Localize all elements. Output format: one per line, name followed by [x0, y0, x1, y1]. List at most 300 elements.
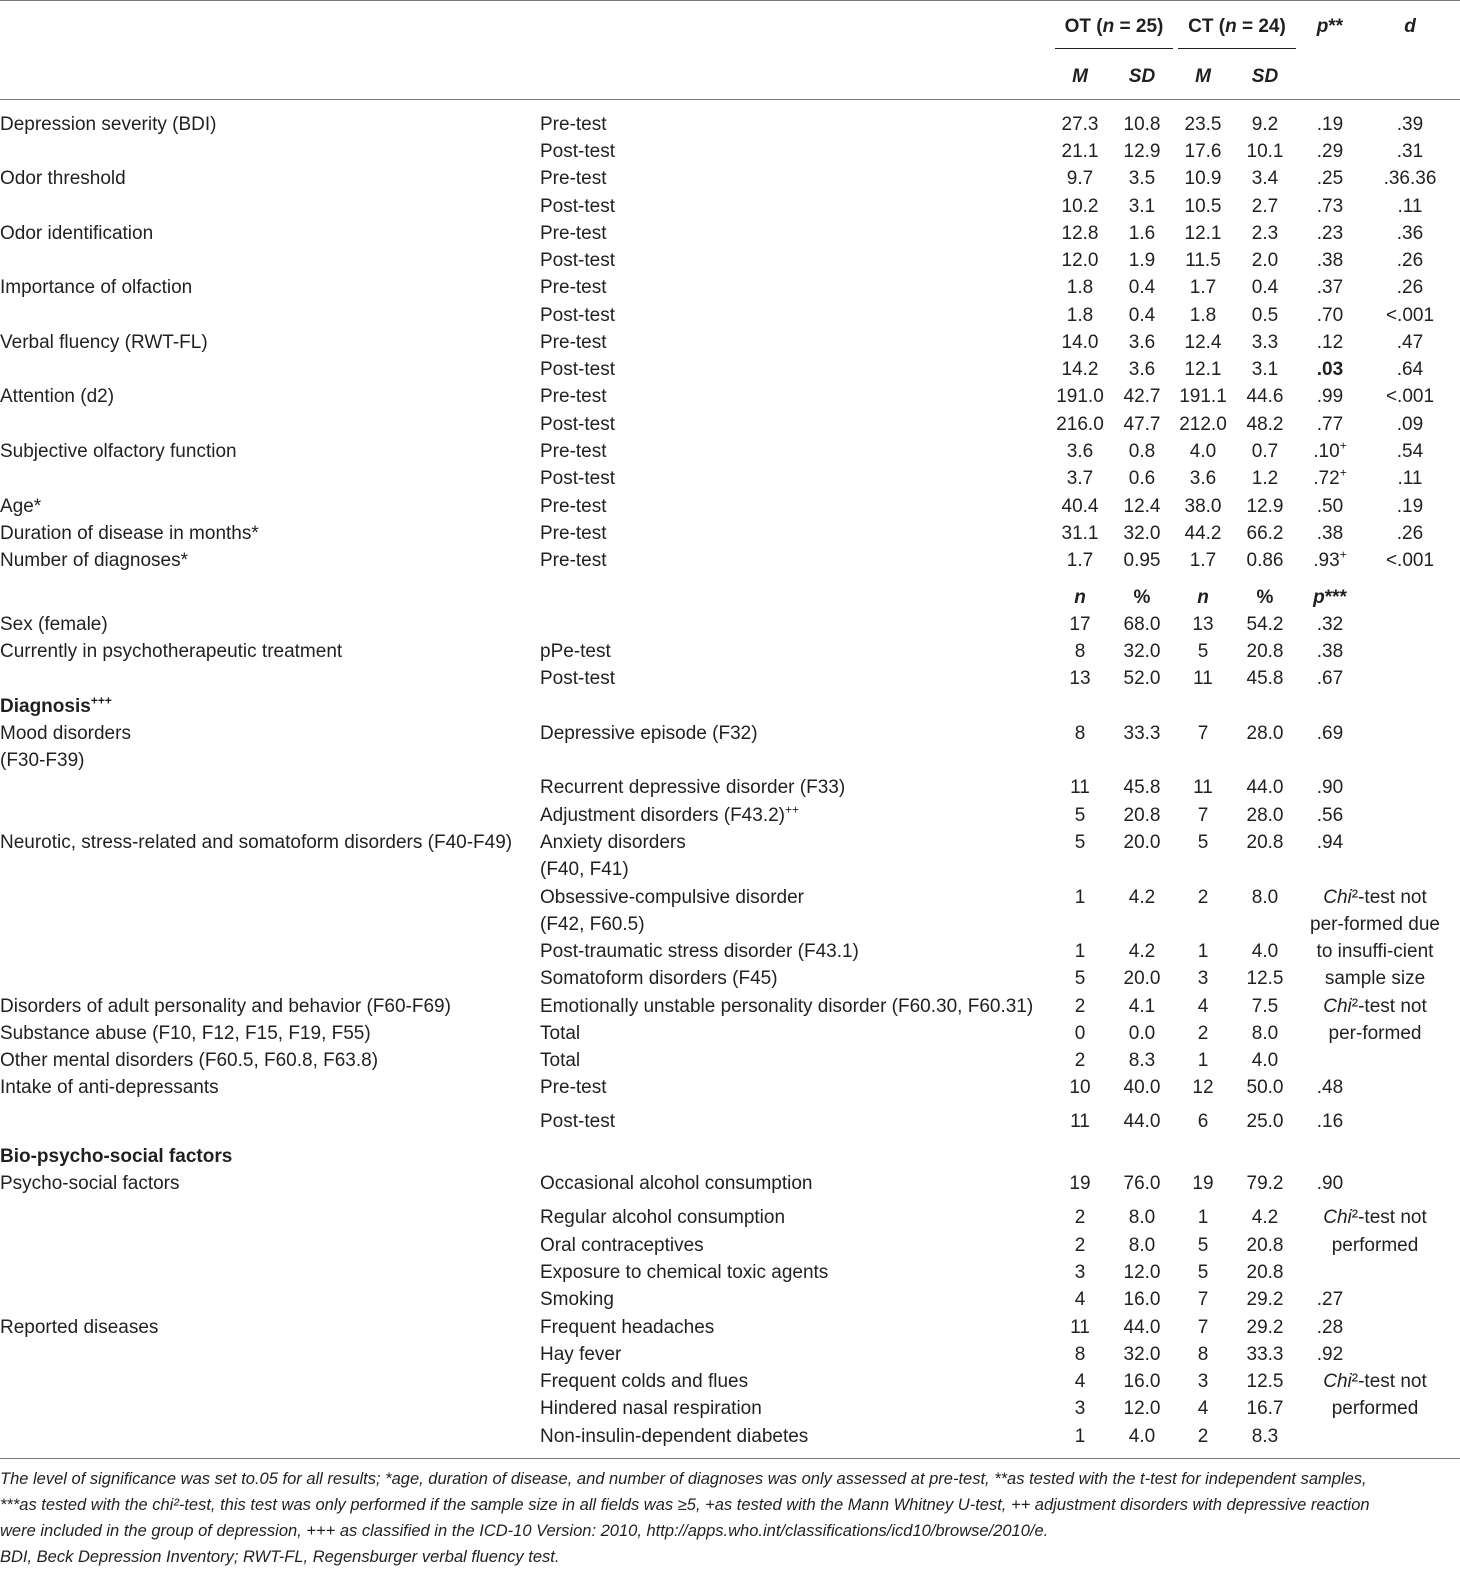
row-variable: Sex (female) [0, 614, 108, 635]
row-value-v1: 14.0 [1061, 332, 1099, 353]
row-timepoint: Post-test [540, 668, 615, 689]
row-value-v3: 7 [1197, 1317, 1209, 1338]
row-p-value: .23 [1316, 223, 1344, 244]
row-value-v1: 2 [1074, 1050, 1086, 1071]
row-value-v2: 12.9 [1123, 141, 1161, 162]
row-timepoint: Emotionally unstable personality disorder (F60.30, F60.31) [540, 996, 1034, 1017]
row-value-v3: 212.0 [1179, 414, 1227, 435]
row-timepoint: Total [540, 1050, 581, 1071]
subheader-percent: % [1133, 587, 1151, 608]
row-value-v1: 1.8 [1066, 305, 1094, 326]
row-value-v2: 1.6 [1128, 223, 1156, 244]
row-value-v1: 8 [1074, 1344, 1086, 1365]
row-p-value: .73 [1316, 196, 1344, 217]
row-value-v1: 3 [1074, 1262, 1086, 1283]
row-timepoint: Post-test [540, 250, 615, 271]
row-timepoint: Somatoform disorders (F45) [540, 968, 778, 989]
row-value-v4: 33.3 [1246, 1344, 1284, 1365]
row-value-v3: 5 [1197, 1262, 1209, 1283]
row-value-v4: 0.5 [1251, 305, 1279, 326]
row-value-v4: 12.9 [1246, 496, 1284, 517]
row-effect-size: .39 [1396, 114, 1424, 135]
row-value-v4: 28.0 [1246, 723, 1284, 744]
row-note: Chi²-test not [1323, 1207, 1427, 1228]
row-value-v1: 1 [1074, 941, 1086, 962]
row-value-v3: 4 [1197, 1398, 1209, 1419]
row-timepoint: Non-insulin-dependent diabetes [540, 1426, 809, 1447]
row-value-v3: 38.0 [1184, 496, 1222, 517]
row-value-v2: 12.0 [1123, 1262, 1161, 1283]
row-value-v3: 7 [1197, 723, 1209, 744]
row-value-v3: 1 [1197, 1050, 1209, 1071]
row-value-v3: 3 [1197, 968, 1209, 989]
row-variable: Other mental disorders (F60.5, F60.8, F63.8) [0, 1050, 379, 1071]
header-ct: CT (n = 24) [1188, 16, 1286, 37]
header-ct-m: M [1195, 66, 1211, 87]
row-value-v4: 4.0 [1251, 941, 1279, 962]
row-value-v4: 2.7 [1251, 196, 1279, 217]
header-bottom-rule [0, 99, 1460, 100]
row-effect-size: .19 [1396, 496, 1424, 517]
row-p-value: .69 [1316, 723, 1344, 744]
ct-underline [1178, 48, 1296, 49]
row-effect-size: .36.36 [1383, 168, 1437, 189]
row-variable: Depression severity (BDI) [0, 114, 217, 135]
row-p-value: .72+ [1313, 465, 1347, 489]
subheader-p: p*** [1313, 587, 1347, 608]
row-effect-size: .54 [1396, 441, 1424, 462]
row-value-v4: 2.0 [1251, 250, 1279, 271]
subheader-n: n [1197, 587, 1209, 608]
row-value-v1: 27.3 [1061, 114, 1099, 135]
row-value-v2: 0.4 [1128, 305, 1156, 326]
row-p-value: .16 [1316, 1111, 1344, 1132]
row-timepoint: Anxiety disorders [540, 832, 686, 853]
row-note: performed [1331, 1398, 1419, 1419]
row-p-value: .38 [1316, 523, 1344, 544]
row-value-v2: 12.0 [1123, 1398, 1161, 1419]
section-heading: Bio-psycho-social factors [0, 1146, 233, 1167]
row-value-v4: 16.7 [1246, 1398, 1284, 1419]
header-ot-m: M [1072, 66, 1088, 87]
row-value-v4: 4.2 [1251, 1207, 1279, 1228]
row-timepoint: Pre-test [540, 441, 607, 462]
row-effect-size: .36 [1396, 223, 1424, 244]
row-timepoint: Post-test [540, 305, 615, 326]
row-note: performed [1331, 1235, 1419, 1256]
row-timepoint: pPe-test [540, 641, 611, 662]
row-variable: Disorders of adult personality and behavior (F60-F69) [0, 996, 451, 1017]
row-value-v3: 1 [1197, 941, 1209, 962]
ot-underline [1055, 48, 1173, 49]
row-variable: Odor threshold [0, 168, 126, 189]
row-timepoint: Post-test [540, 1111, 615, 1132]
row-value-v3: 2 [1197, 1426, 1209, 1447]
row-p-value: .92 [1316, 1344, 1344, 1365]
row-value-v4: 3.3 [1251, 332, 1279, 353]
row-effect-size: .31 [1396, 141, 1424, 162]
row-value-v4: 0.86 [1246, 550, 1284, 571]
row-variable: Importance of olfaction [0, 277, 193, 298]
row-value-v2: 32.0 [1123, 1344, 1161, 1365]
row-value-v2: 8.0 [1128, 1207, 1156, 1228]
row-timepoint: Oral contraceptives [540, 1235, 704, 1256]
row-value-v1: 11 [1070, 1317, 1090, 1338]
row-value-v4: 1.2 [1251, 468, 1279, 489]
row-timepoint: Depressive episode (F32) [540, 723, 758, 744]
row-note: Chi²-test not [1323, 1371, 1427, 1392]
row-timepoint: Obsessive-compulsive disorder [540, 887, 804, 908]
row-p-value: .28 [1316, 1317, 1344, 1338]
header-p: p** [1316, 16, 1344, 37]
row-value-v1: 3.6 [1066, 441, 1094, 462]
row-value-v3: 7 [1197, 805, 1209, 826]
row-value-v2: 4.1 [1128, 996, 1156, 1017]
row-timepoint: Hindered nasal respiration [540, 1398, 762, 1419]
row-value-v3: 1.8 [1189, 305, 1217, 326]
row-value-v4: 7.5 [1251, 996, 1279, 1017]
row-value-v4: 20.8 [1246, 641, 1284, 662]
row-value-v1: 14.2 [1061, 359, 1099, 380]
row-value-v2: 16.0 [1123, 1289, 1161, 1310]
row-variable: Substance abuse (F10, F12, F15, F19, F55) [0, 1023, 371, 1044]
row-value-v1: 21.1 [1061, 141, 1099, 162]
row-timepoint: Total [540, 1023, 581, 1044]
row-effect-size: .11 [1397, 196, 1423, 217]
row-value-v4: 48.2 [1246, 414, 1284, 435]
row-p-value: .67 [1316, 668, 1344, 689]
row-value-v3: 2 [1197, 1023, 1209, 1044]
row-value-v2: 20.0 [1123, 832, 1161, 853]
row-p-value: .37 [1316, 277, 1344, 298]
row-value-v1: 40.4 [1061, 496, 1099, 517]
row-timepoint: Post-test [540, 468, 615, 489]
row-value-v1: 13 [1069, 668, 1091, 689]
row-value-v3: 191.1 [1179, 386, 1227, 407]
row-value-v3: 11 [1193, 777, 1213, 798]
row-value-v4: 12.5 [1246, 1371, 1284, 1392]
row-p-value: .10+ [1313, 438, 1347, 462]
row-effect-size: .11 [1397, 468, 1423, 489]
row-value-v1: 216.0 [1056, 414, 1104, 435]
row-value-v4: 54.2 [1246, 614, 1284, 635]
row-timepoint: Pre-test [540, 386, 607, 407]
row-p-value: .94 [1316, 832, 1344, 853]
row-value-v2: 20.0 [1123, 968, 1161, 989]
row-timepoint: Pre-test [540, 523, 607, 544]
row-value-v3: 8 [1197, 1344, 1209, 1365]
header-ot: OT (n = 25) [1064, 16, 1164, 37]
row-value-v4: 3.4 [1251, 168, 1279, 189]
row-value-v4: 29.2 [1246, 1289, 1284, 1310]
row-value-v1: 8 [1074, 723, 1086, 744]
row-note: to insuffi-cient [1316, 941, 1434, 962]
row-value-v1: 31.1 [1061, 523, 1099, 544]
row-timepoint: (F40, F41) [540, 859, 629, 880]
row-value-v1: 0 [1074, 1023, 1086, 1044]
row-value-v3: 11 [1193, 668, 1213, 689]
row-value-v3: 19 [1192, 1173, 1214, 1194]
row-value-v2: 4.0 [1128, 1426, 1156, 1447]
row-value-v1: 3.7 [1066, 468, 1094, 489]
row-value-v3: 2 [1197, 887, 1209, 908]
row-timepoint: Pre-test [540, 168, 607, 189]
row-timepoint: Post-test [540, 141, 615, 162]
row-timepoint: Pre-test [540, 550, 607, 571]
row-value-v4: 20.8 [1246, 832, 1284, 853]
row-value-v4: 9.2 [1251, 114, 1279, 135]
row-value-v3: 1.7 [1189, 550, 1217, 571]
row-p-value: .77 [1316, 414, 1344, 435]
row-value-v2: 0.8 [1128, 441, 1156, 462]
row-variable: (F30-F39) [0, 750, 85, 771]
row-effect-size: .26 [1396, 277, 1424, 298]
row-value-v1: 10.2 [1061, 196, 1099, 217]
row-value-v4: 28.0 [1246, 805, 1284, 826]
row-value-v3: 10.5 [1184, 196, 1222, 217]
row-variable: Odor identification [0, 223, 154, 244]
row-p-value: .19 [1316, 114, 1344, 135]
subheader-n: n [1074, 587, 1086, 608]
row-value-v4: 29.2 [1246, 1317, 1284, 1338]
row-variable: Currently in psychotherapeutic treatment [0, 641, 343, 662]
row-value-v2: 47.7 [1123, 414, 1161, 435]
row-effect-size: <.001 [1385, 386, 1435, 407]
row-timepoint: Smoking [540, 1289, 614, 1310]
row-value-v3: 5 [1197, 832, 1209, 853]
row-timepoint: Post-test [540, 414, 615, 435]
row-note: per-formed [1328, 1023, 1422, 1044]
row-variable: Mood disorders [0, 723, 131, 744]
row-value-v1: 4 [1074, 1371, 1086, 1392]
row-value-v1: 1.7 [1066, 550, 1094, 571]
row-effect-size: .09 [1396, 414, 1424, 435]
row-value-v3: 6 [1197, 1111, 1209, 1132]
row-value-v3: 11.5 [1185, 250, 1221, 271]
subheader-percent: % [1256, 587, 1274, 608]
row-value-v2: 3.5 [1128, 168, 1156, 189]
row-value-v3: 5 [1197, 641, 1209, 662]
row-value-v2: 0.0 [1128, 1023, 1156, 1044]
row-variable: Subjective olfactory function [0, 441, 237, 462]
row-timepoint: Regular alcohol consumption [540, 1207, 786, 1228]
row-value-v2: 10.8 [1123, 114, 1161, 135]
row-p-value: .32 [1316, 614, 1344, 635]
row-value-v3: 4.0 [1189, 441, 1217, 462]
row-variable: Age* [0, 496, 42, 517]
row-timepoint: Pre-test [540, 1077, 607, 1098]
row-value-v3: 13 [1192, 614, 1214, 635]
row-value-v4: 25.0 [1246, 1111, 1284, 1132]
row-value-v2: 4.2 [1128, 887, 1156, 908]
row-effect-size: .64 [1396, 359, 1424, 380]
row-value-v1: 2 [1074, 1207, 1086, 1228]
row-value-v4: 50.0 [1246, 1077, 1284, 1098]
row-value-v4: 79.2 [1246, 1173, 1284, 1194]
row-value-v3: 23.5 [1184, 114, 1222, 135]
row-value-v1: 8 [1074, 641, 1086, 662]
row-effect-size: .26 [1396, 250, 1424, 271]
footnote-line-3: were included in the group of depression, +++ as classified in the ICD-10 Version: 2010, http://apps.who.int/classifications/icd10/browse/2010/e. [0, 1522, 1049, 1540]
row-timepoint: Post-test [540, 359, 615, 380]
row-value-v2: 44.0 [1123, 1317, 1161, 1338]
row-value-v2: 0.95 [1123, 550, 1161, 571]
row-value-v3: 1 [1197, 1207, 1209, 1228]
row-timepoint: Frequent colds and flues [540, 1371, 749, 1392]
row-value-v2: 0.4 [1128, 277, 1156, 298]
row-timepoint: Exposure to chemical toxic agents [540, 1262, 829, 1283]
row-value-v2: 3.1 [1128, 196, 1156, 217]
row-p-value: .27 [1316, 1289, 1344, 1310]
row-value-v4: 8.3 [1251, 1426, 1279, 1447]
row-value-v1: 11 [1070, 1111, 1090, 1132]
row-variable: Reported diseases [0, 1317, 159, 1338]
row-value-v1: 11 [1070, 777, 1090, 798]
row-value-v2: 44.0 [1123, 1111, 1161, 1132]
row-value-v4: 8.0 [1251, 887, 1279, 908]
row-value-v2: 12.4 [1123, 496, 1161, 517]
row-effect-size: .47 [1396, 332, 1424, 353]
row-variable: Number of diagnoses* [0, 550, 188, 571]
row-value-v2: 42.7 [1123, 386, 1161, 407]
row-value-v1: 5 [1074, 832, 1086, 853]
row-p-value: .48 [1316, 1077, 1344, 1098]
row-value-v2: 20.8 [1123, 805, 1161, 826]
row-p-value: .03 [1316, 359, 1344, 380]
row-value-v1: 5 [1074, 805, 1086, 826]
row-variable: Neurotic, stress-related and somatoform disorders (F40-F49) [0, 832, 513, 853]
row-timepoint: Frequent headaches [540, 1317, 715, 1338]
row-timepoint: Post-traumatic stress disorder (F43.1) [540, 941, 859, 962]
row-timepoint: (F42, F60.5) [540, 914, 645, 935]
row-value-v1: 19 [1069, 1173, 1091, 1194]
row-value-v2: 32.0 [1123, 523, 1161, 544]
row-value-v4: 10.1 [1246, 141, 1284, 162]
row-value-v1: 12.0 [1061, 250, 1099, 271]
row-value-v3: 10.9 [1184, 168, 1222, 189]
row-value-v3: 3 [1197, 1371, 1209, 1392]
row-value-v4: 8.0 [1251, 1023, 1279, 1044]
row-value-v1: 17 [1069, 614, 1091, 635]
row-value-v2: 45.8 [1123, 777, 1161, 798]
header-ot-sd: SD [1128, 66, 1156, 87]
row-value-v2: 52.0 [1123, 668, 1161, 689]
row-value-v3: 5 [1197, 1235, 1209, 1256]
row-value-v2: 3.6 [1128, 359, 1156, 380]
row-variable: Duration of disease in months* [0, 523, 259, 544]
row-value-v1: 1 [1074, 887, 1086, 908]
row-effect-size: <.001 [1385, 550, 1435, 571]
row-value-v4: 0.7 [1251, 441, 1279, 462]
row-value-v1: 191.0 [1056, 386, 1104, 407]
row-p-value: .93+ [1313, 547, 1347, 571]
row-value-v3: 12.4 [1184, 332, 1222, 353]
row-value-v2: 3.6 [1128, 332, 1156, 353]
row-timepoint: Pre-test [540, 114, 607, 135]
row-value-v4: 3.1 [1251, 359, 1279, 380]
footnote-line-4: BDI, Beck Depression Inventory; RWT-FL, Regensburger verbal fluency test. [0, 1548, 560, 1566]
table-top-rule [0, 0, 1460, 1]
row-p-value: .29 [1316, 141, 1344, 162]
row-p-value: .99 [1316, 386, 1344, 407]
row-value-v4: 66.2 [1246, 523, 1284, 544]
row-value-v3: 44.2 [1184, 523, 1222, 544]
row-timepoint: Adjustment disorders (F43.2)++ [540, 802, 800, 826]
row-value-v1: 10 [1069, 1077, 1091, 1098]
row-value-v2: 4.2 [1128, 941, 1156, 962]
row-value-v4: 2.3 [1251, 223, 1279, 244]
row-value-v2: 68.0 [1123, 614, 1161, 635]
row-value-v1: 12.8 [1061, 223, 1099, 244]
row-value-v3: 4 [1197, 996, 1209, 1017]
footnote-line-2: ***as tested with the chi²-test, this test was only performed if the sample size in all fields was ≥5, +as tested with the Mann Whitney U-test, ++ adjustment disorders with depressive reaction [0, 1496, 1370, 1514]
footnote-line-1: The level of significance was set to.05 for all results; *age, duration of disease, and number of diagnoses was only assessed at pre-test, **as tested with the t-test for independent samples, [0, 1470, 1367, 1488]
row-value-v4: 20.8 [1246, 1262, 1284, 1283]
row-value-v3: 12.1 [1184, 359, 1222, 380]
row-timepoint: Pre-test [540, 223, 607, 244]
row-note: sample size [1324, 968, 1426, 989]
row-note: Chi²-test not [1323, 996, 1427, 1017]
row-p-value: .70 [1316, 305, 1344, 326]
row-value-v1: 3 [1074, 1398, 1086, 1419]
row-effect-size: <.001 [1385, 305, 1435, 326]
row-timepoint: Occasional alcohol consumption [540, 1173, 813, 1194]
row-value-v1: 4 [1074, 1289, 1086, 1310]
row-value-v2: 33.3 [1123, 723, 1161, 744]
row-value-v2: 1.9 [1128, 250, 1156, 271]
row-p-value: .50 [1316, 496, 1344, 517]
row-note: per-formed due [1310, 914, 1440, 935]
row-value-v2: 8.3 [1128, 1050, 1156, 1071]
row-variable: Psycho-social factors [0, 1173, 180, 1194]
header-d: d [1404, 16, 1416, 37]
row-timepoint: Post-test [540, 196, 615, 217]
row-timepoint: Pre-test [540, 277, 607, 298]
row-value-v3: 12 [1192, 1077, 1214, 1098]
row-value-v1: 2 [1074, 1235, 1086, 1256]
row-value-v4: 20.8 [1246, 1235, 1284, 1256]
row-p-value: .38 [1316, 641, 1344, 662]
row-timepoint: Pre-test [540, 332, 607, 353]
row-value-v2: 16.0 [1123, 1371, 1161, 1392]
row-value-v2: 8.0 [1128, 1235, 1156, 1256]
section-heading: Diagnosis+++ [0, 693, 112, 717]
row-p-value: .38 [1316, 250, 1344, 271]
row-value-v4: 12.5 [1246, 968, 1284, 989]
row-value-v4: 0.4 [1251, 277, 1279, 298]
row-value-v2: 76.0 [1123, 1173, 1161, 1194]
header-ct-sd: SD [1251, 66, 1279, 87]
row-p-value: .12 [1316, 332, 1344, 353]
row-value-v1: 1.8 [1066, 277, 1094, 298]
row-value-v3: 12.1 [1184, 223, 1222, 244]
row-value-v4: 44.0 [1246, 777, 1284, 798]
row-value-v2: 32.0 [1123, 641, 1161, 662]
row-note: Chi²-test not [1323, 887, 1427, 908]
row-value-v1: 1 [1074, 1426, 1086, 1447]
row-effect-size: .26 [1396, 523, 1424, 544]
row-timepoint: Recurrent depressive disorder (F33) [540, 777, 846, 798]
row-variable: Verbal fluency (RWT-FL) [0, 332, 208, 353]
row-value-v4: 45.8 [1246, 668, 1284, 689]
row-value-v2: 40.0 [1123, 1077, 1161, 1098]
row-timepoint: Hay fever [540, 1344, 622, 1365]
row-variable: Attention (d2) [0, 386, 115, 407]
row-value-v1: 5 [1074, 968, 1086, 989]
row-p-value: .90 [1316, 1173, 1344, 1194]
table-bottom-rule [0, 1458, 1460, 1459]
row-value-v2: 0.6 [1128, 468, 1156, 489]
